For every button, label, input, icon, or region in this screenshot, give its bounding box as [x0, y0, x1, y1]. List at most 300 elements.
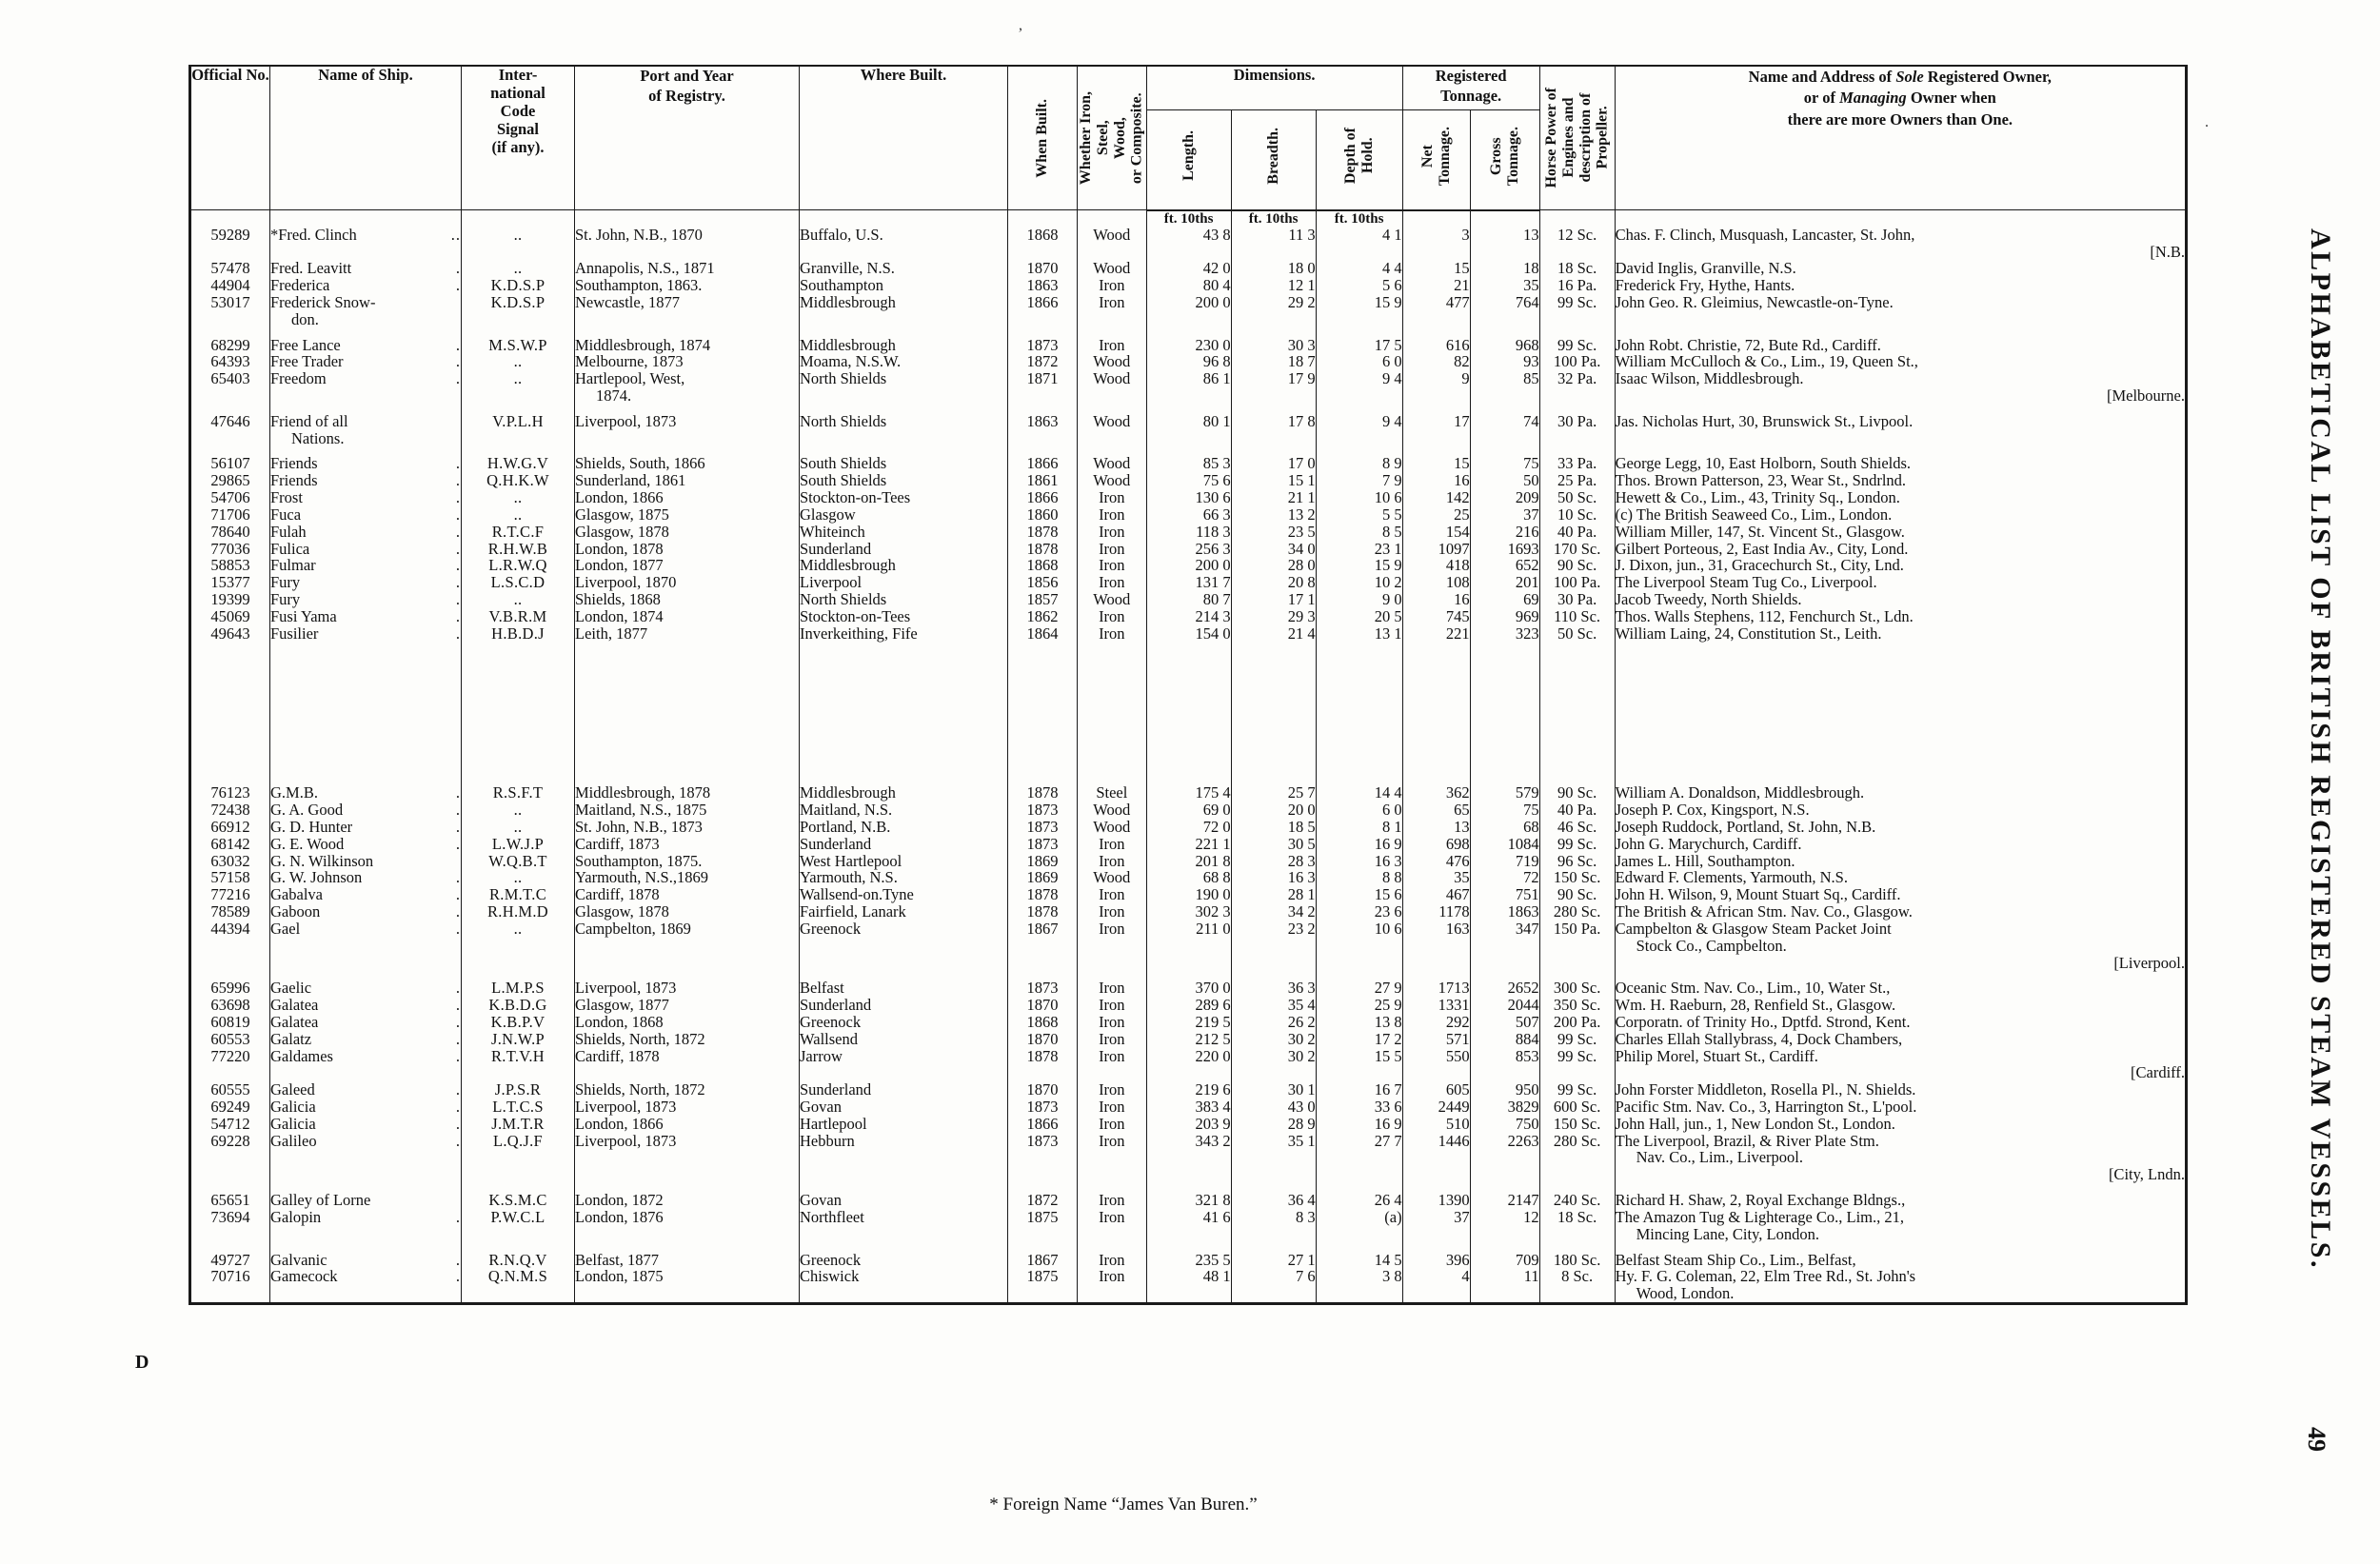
cell-where-built: North Shields [800, 370, 1008, 405]
cell-where-built: Moama, N.S.W. [800, 353, 1008, 370]
cell-length: 131 7 [1146, 574, 1231, 591]
cell-when-built: 1863 [1008, 413, 1078, 447]
cell-gross-tonnage: 93 [1470, 353, 1539, 370]
cell-horse-power: 40 Pa. [1539, 802, 1615, 819]
table-row[interactable] [191, 980, 2185, 997]
cell-horse-power: 46 Sc. [1539, 819, 1615, 836]
cell-official-no: 60555 [191, 1081, 270, 1099]
cell-port-year: Maitland, N.S., 1875 [575, 802, 800, 819]
cell-where-built: Stockton-on-Tees [800, 608, 1008, 625]
cell-material: Iron [1078, 886, 1147, 903]
table-row[interactable] [191, 1048, 2185, 1082]
cell-length: 80 4 [1146, 277, 1231, 294]
cell-port-year: Cardiff, 1878 [575, 886, 800, 903]
cell-material: Iron [1078, 277, 1147, 294]
cell-breadth: 35 4 [1231, 997, 1316, 1014]
cell-when-built: 1868 [1008, 227, 1078, 261]
cell-material: Steel [1078, 784, 1147, 802]
cell-code-signal: L.T.C.S [462, 1099, 575, 1116]
cell-where-built: Wallsend [800, 1031, 1008, 1048]
cell-depth: 23 6 [1316, 903, 1402, 921]
cell-horse-power: 50 Sc. [1539, 489, 1615, 506]
cell-horse-power: 150 Sc. [1539, 1116, 1615, 1133]
cell-length: 190 0 [1146, 886, 1231, 903]
cell-when-built: 1866 [1008, 455, 1078, 472]
cell-ship-name: Free Lance . [270, 335, 461, 354]
header-gross-tonnage: Gross Tonnage. [1470, 109, 1539, 209]
cell-length: 214 3 [1146, 608, 1231, 625]
cell-net-tonnage: 37 [1402, 1209, 1470, 1243]
cell-owner: William Miller, 147, St. Vincent St., Glasgow. [1615, 522, 1905, 541]
cell-owner: John Geo. R. Gleimius, Newcastle-on-Tyne. [1615, 292, 1894, 311]
cell-ship-name: Galicia . [270, 1098, 461, 1116]
cell-code-signal: P.W.C.L [462, 1209, 575, 1243]
cell-where-built: Middlesbrough [800, 294, 1008, 328]
cell-port-year: Shields, North, 1872 [575, 1081, 800, 1099]
cell-ship-name: Galatea . [270, 996, 461, 1015]
cell-material: Iron [1078, 337, 1147, 354]
table-row[interactable] [191, 886, 2185, 903]
cell-port-year: Southampton, 1875. [575, 853, 800, 870]
cell-breadth: 28 1 [1231, 886, 1316, 903]
cell-depth: 14 4 [1316, 784, 1402, 802]
table-row[interactable] [191, 574, 2185, 591]
cell-breadth: 23 5 [1231, 524, 1316, 541]
cell-gross-tonnage: 72 [1470, 869, 1539, 886]
cell-material: Iron [1078, 1252, 1147, 1269]
cell-net-tonnage: 221 [1402, 625, 1470, 643]
cell-official-no: 19399 [191, 591, 270, 608]
table-row[interactable] [191, 784, 2185, 802]
table-row[interactable] [191, 294, 2185, 328]
cell-when-built: 1862 [1008, 608, 1078, 625]
cell-ship-name: Galatea . [270, 1012, 461, 1031]
cell-depth: 9 4 [1316, 413, 1402, 447]
cell-material: Wood [1078, 819, 1147, 836]
header-owner: Name and Address of Sole Registered Owner, or of Managing Owner when there are more Owners than One. [1615, 67, 2185, 210]
cell-port-year: Shields, South, 1866 [575, 455, 800, 472]
cell-when-built: 1861 [1008, 472, 1078, 489]
cell-when-built: 1872 [1008, 353, 1078, 370]
cell-depth: 14 5 [1316, 1252, 1402, 1269]
cell-port-year: London, 1876 [575, 1209, 800, 1243]
cell-length: 203 9 [1146, 1116, 1231, 1133]
table-row[interactable] [191, 625, 2185, 643]
cell-net-tonnage: 142 [1402, 489, 1470, 506]
cell-code-signal: .. [462, 591, 575, 608]
cell-depth: 17 5 [1316, 337, 1402, 354]
table-row[interactable] [191, 819, 2185, 836]
running-head: ALPHABETICAL LIST OF BRITISH REGISTERED STEAM VESSELS. [2305, 228, 2336, 1270]
cell-where-built: Greenock [800, 921, 1008, 971]
cell-official-no: 58853 [191, 557, 270, 574]
cell-when-built: 1873 [1008, 836, 1078, 853]
cell-code-signal: H.B.D.J [462, 625, 575, 643]
cell-breadth: 30 1 [1231, 1081, 1316, 1099]
table-row[interactable] [191, 869, 2185, 886]
cell-breadth: 28 3 [1231, 853, 1316, 870]
cell-port-year: Sunderland, 1861 [575, 472, 800, 489]
cell-net-tonnage: 616 [1402, 337, 1470, 354]
table-row[interactable] [191, 1116, 2185, 1133]
cell-length: 43 8 [1146, 227, 1231, 261]
cell-depth: 13 1 [1316, 625, 1402, 643]
cell-port-year: Liverpool, 1873 [575, 1099, 800, 1116]
table-row[interactable] [191, 489, 2185, 506]
cell-owner: Richard H. Shaw, 2, Royal Exchange Bldngs., [1615, 1191, 1906, 1210]
table-row[interactable] [191, 260, 2185, 277]
table-row[interactable] [191, 1209, 2185, 1243]
cell-owner: John H. Wilson, 9, Mount Stuart Sq., Cardiff. [1615, 885, 1901, 904]
cell-owner: David Inglis, Granville, N.S. [1615, 259, 1796, 278]
cell-breadth: 30 2 [1231, 1031, 1316, 1048]
cell-owner: Joseph Ruddock, Portland, St. John, N.B. [1615, 818, 1876, 836]
table-row[interactable] [191, 455, 2185, 472]
table-row[interactable] [191, 370, 2185, 405]
cell-ship-name: *Fred. Clinch .. [270, 227, 462, 261]
cell-depth: 8 9 [1316, 455, 1402, 472]
table-row[interactable] [191, 506, 2185, 524]
cell-ship-name: G. N. Wilkinson [270, 853, 462, 870]
cell-ship-name: Galvanic . [270, 1250, 461, 1269]
cell-where-built: Jarrow [800, 1048, 1008, 1082]
header-code-signal: Inter- national Code Signal (if any). [462, 67, 575, 210]
cell-official-no: 57478 [191, 260, 270, 277]
cell-official-no: 47646 [191, 413, 270, 447]
cell-official-no: 60819 [191, 1014, 270, 1031]
cell-material: Iron [1078, 294, 1147, 328]
cell-material: Iron [1078, 836, 1147, 853]
cell-horse-power: 350 Sc. [1539, 997, 1615, 1014]
table-row[interactable] [191, 227, 2185, 261]
cell-owner: Campbelton & Glasgow Steam Packet Joint Stock Co., Campbelton. [Liverpool. [1615, 919, 2185, 972]
cell-code-signal: L.W.J.P [462, 836, 575, 853]
cell-horse-power: 99 Sc. [1539, 1048, 1615, 1082]
cell-gross-tonnage: 50 [1470, 472, 1539, 489]
cell-length: 230 0 [1146, 337, 1231, 354]
cell-net-tonnage: 154 [1402, 524, 1470, 541]
cell-gross-tonnage: 1084 [1470, 836, 1539, 853]
cell-horse-power: 30 Pa. [1539, 413, 1615, 447]
cell-official-no: 77220 [191, 1048, 270, 1082]
cell-code-signal: K.B.P.V [462, 1014, 575, 1031]
cell-net-tonnage: 15 [1402, 455, 1470, 472]
cell-length: 302 3 [1146, 903, 1231, 921]
cell-official-no: 60553 [191, 1031, 270, 1048]
table-row[interactable] [191, 1014, 2185, 1031]
cell-port-year: Belfast, 1877 [575, 1252, 800, 1269]
cell-where-built: North Shields [800, 591, 1008, 608]
cell-official-no: 78640 [191, 524, 270, 541]
cell-port-year: Liverpool, 1870 [575, 574, 800, 591]
cell-when-built: 1870 [1008, 260, 1078, 277]
cell-port-year: Liverpool, 1873 [575, 980, 800, 997]
cell-horse-power: 30 Pa. [1539, 591, 1615, 608]
cell-material: Wood [1078, 591, 1147, 608]
cell-horse-power: 240 Sc. [1539, 1192, 1615, 1209]
table-row[interactable] [191, 277, 2185, 294]
header-official-no: Official No. [191, 67, 270, 210]
cell-length: 80 7 [1146, 591, 1231, 608]
cell-net-tonnage: 163 [1402, 921, 1470, 971]
cell-length: 41 6 [1146, 1209, 1231, 1243]
cell-where-built: West Hartlepool [800, 853, 1008, 870]
cell-owner: Belfast Steam Ship Co., Lim., Belfast, [1615, 1250, 1856, 1269]
cell-code-signal: R.H.W.B [462, 541, 575, 558]
cell-ship-name: Fury . [270, 573, 461, 592]
cell-port-year: Shields, North, 1872 [575, 1031, 800, 1048]
cell-gross-tonnage: 216 [1470, 524, 1539, 541]
cell-length: 42 0 [1146, 260, 1231, 277]
cell-horse-power: 99 Sc. [1539, 1081, 1615, 1099]
cell-material: Iron [1078, 574, 1147, 591]
cell-code-signal: K.B.D.G [462, 997, 575, 1014]
cell-breadth: 17 0 [1231, 455, 1316, 472]
cell-depth: 5 6 [1316, 277, 1402, 294]
cell-length: 289 6 [1146, 997, 1231, 1014]
cell-official-no: 68142 [191, 836, 270, 853]
cell-breadth: 30 2 [1231, 1048, 1316, 1082]
cell-depth: 33 6 [1316, 1099, 1402, 1116]
cell-horse-power: 12 Sc. [1539, 227, 1615, 261]
cell-length: 211 0 [1146, 921, 1231, 971]
cell-code-signal: .. [462, 921, 575, 971]
cell-net-tonnage: 21 [1402, 277, 1470, 294]
cell-gross-tonnage: 85 [1470, 370, 1539, 405]
cell-horse-power: 99 Sc. [1539, 1031, 1615, 1048]
cell-net-tonnage: 16 [1402, 472, 1470, 489]
cell-code-signal: .. [462, 489, 575, 506]
cell-owner: The British & African Stm. Nav. Co., Glasgow. [1615, 902, 1913, 921]
cell-horse-power: 16 Pa. [1539, 277, 1615, 294]
cell-gross-tonnage: 18 [1470, 260, 1539, 277]
cell-port-year: Annapolis, N.S., 1871 [575, 260, 800, 277]
table-row[interactable] [191, 853, 2185, 870]
cell-material: Wood [1078, 413, 1147, 447]
cell-code-signal: .. [462, 227, 575, 261]
cell-owner: J. Dixon, jun., 31, Gracechurch St., City, Lnd. [1615, 556, 1904, 575]
cell-depth: 27 7 [1316, 1133, 1402, 1183]
table-row[interactable] [191, 1081, 2185, 1099]
cell-gross-tonnage: 764 [1470, 294, 1539, 328]
right-tick-mark: . [2205, 114, 2209, 130]
cell-owner: Charles Ellah Stallybrass, 4, Dock Chambers, [1615, 1029, 1903, 1048]
cell-gross-tonnage: 11 [1470, 1268, 1539, 1302]
cell-gross-tonnage: 69 [1470, 591, 1539, 608]
cell-depth: 27 9 [1316, 980, 1402, 997]
cell-horse-power: 96 Sc. [1539, 853, 1615, 870]
cell-when-built: 1873 [1008, 802, 1078, 819]
cell-owner: Wm. H. Raeburn, 28, Renfield St., Glasgow. [1615, 996, 1896, 1015]
cell-ship-name: Friends . [270, 471, 461, 490]
cell-material: Iron [1078, 625, 1147, 643]
cell-owner: The Amazon Tug & Lighterage Co., Lim., 21, Mincing Lane, City, London. [1615, 1207, 1905, 1243]
table-row[interactable] [191, 1268, 2185, 1302]
cell-when-built: 1875 [1008, 1268, 1078, 1302]
cell-code-signal: L.M.P.S [462, 980, 575, 997]
cell-ship-name: Galopin . [270, 1209, 462, 1243]
cell-length: 68 8 [1146, 869, 1231, 886]
cell-port-year: Glasgow, 1877 [575, 997, 800, 1014]
cell-depth: 10 6 [1316, 921, 1402, 971]
cell-gross-tonnage: 75 [1470, 455, 1539, 472]
cell-depth: 13 8 [1316, 1014, 1402, 1031]
table-row[interactable] [191, 921, 2185, 971]
cell-horse-power: 100 Pa. [1539, 353, 1615, 370]
table-row[interactable] [191, 557, 2185, 574]
cell-length: 118 3 [1146, 524, 1231, 541]
cell-official-no: 65651 [191, 1192, 270, 1209]
cell-breadth: 7 6 [1231, 1268, 1316, 1302]
table-row[interactable] [191, 802, 2185, 819]
table-row[interactable] [191, 997, 2185, 1014]
table-row[interactable] [191, 472, 2185, 489]
cell-when-built: 1868 [1008, 1014, 1078, 1031]
cell-breadth: 12 1 [1231, 277, 1316, 294]
cell-length: 154 0 [1146, 625, 1231, 643]
cell-length: 80 1 [1146, 413, 1231, 447]
cell-ship-name: G. D. Hunter . [270, 818, 461, 836]
cell-where-built: Govan [800, 1192, 1008, 1209]
cell-ship-name: Fury . [270, 589, 461, 608]
cell-owner: Joseph P. Cox, Kingsport, N.S. [1615, 801, 1810, 820]
cell-port-year: Middlesbrough, 1878 [575, 784, 800, 802]
table-row[interactable] [191, 1252, 2185, 1269]
cell-where-built: Sunderland [800, 836, 1008, 853]
cell-where-built: Sunderland [800, 997, 1008, 1014]
cell-breadth: 25 7 [1231, 784, 1316, 802]
cell-official-no: 69249 [191, 1099, 270, 1116]
cell-port-year: London, 1878 [575, 541, 800, 558]
cell-code-signal: R.T.V.H [462, 1048, 575, 1082]
cell-code-signal: L.S.C.D [462, 574, 575, 591]
table-row[interactable] [191, 608, 2185, 625]
cell-depth: 26 4 [1316, 1192, 1402, 1209]
cell-ship-name: Galeed . [270, 1080, 461, 1099]
table-row[interactable] [191, 353, 2185, 370]
cell-when-built: 1864 [1008, 625, 1078, 643]
cell-owner: Frederick Fry, Hythe, Hants. [1615, 276, 1795, 295]
cell-material: Wood [1078, 353, 1147, 370]
cell-code-signal: L.R.W.Q [462, 557, 575, 574]
cell-where-built: Middlesbrough [800, 784, 1008, 802]
cell-code-signal: R.S.F.T [462, 784, 575, 802]
cell-length: 219 5 [1146, 1014, 1231, 1031]
cell-port-year: Yarmouth, N.S.,1869 [575, 869, 800, 886]
cell-owner: Philip Morel, Stuart St., Cardiff. [Cardiff. [1615, 1046, 2185, 1082]
cell-depth: (a) [1316, 1209, 1402, 1243]
cell-when-built: 1867 [1008, 921, 1078, 971]
cell-owner: Pacific Stm. Nav. Co., 3, Harrington St., L'pool. [1615, 1098, 1917, 1116]
cell-net-tonnage: 25 [1402, 506, 1470, 524]
cell-length: 66 3 [1146, 506, 1231, 524]
cell-where-built: Liverpool [800, 574, 1008, 591]
cell-code-signal: V.P.L.H [462, 413, 575, 447]
cell-gross-tonnage: 68 [1470, 819, 1539, 836]
cell-when-built: 1863 [1008, 277, 1078, 294]
table-row[interactable] [191, 1031, 2185, 1048]
header-material: Whether Iron, Steel, Wood, or Composite. [1078, 67, 1147, 210]
cell-official-no: 15377 [191, 574, 270, 591]
cell-gross-tonnage: 74 [1470, 413, 1539, 447]
cell-material: Wood [1078, 455, 1147, 472]
cell-ship-name: Gaboon . [270, 902, 461, 921]
cell-official-no: 70716 [191, 1268, 270, 1302]
cell-where-built: Southampton [800, 277, 1008, 294]
cell-horse-power: 100 Pa. [1539, 574, 1615, 591]
cell-length: 220 0 [1146, 1048, 1231, 1082]
cell-length: 219 6 [1146, 1081, 1231, 1099]
cell-material: Iron [1078, 1031, 1147, 1048]
cell-where-built: Glasgow [800, 506, 1008, 524]
cell-material: Iron [1078, 1099, 1147, 1116]
cell-breadth: 29 3 [1231, 608, 1316, 625]
cell-gross-tonnage: 969 [1470, 608, 1539, 625]
cell-length: 85 3 [1146, 455, 1231, 472]
cell-depth: 16 9 [1316, 836, 1402, 853]
cell-official-no: 71706 [191, 506, 270, 524]
cell-ship-name: Free Trader . [270, 352, 461, 371]
cell-official-no: 45069 [191, 608, 270, 625]
table-row[interactable] [191, 541, 2185, 558]
cell-code-signal: J.M.T.R [462, 1116, 575, 1133]
cell-when-built: 1856 [1008, 574, 1078, 591]
cell-net-tonnage: 3 [1402, 227, 1470, 261]
cell-net-tonnage: 1178 [1402, 903, 1470, 921]
cell-code-signal: M.S.W.P [462, 337, 575, 354]
cell-net-tonnage: 1331 [1402, 997, 1470, 1014]
cell-net-tonnage: 13 [1402, 819, 1470, 836]
cell-depth: 25 9 [1316, 997, 1402, 1014]
cell-code-signal: R.N.Q.V [462, 1252, 575, 1269]
cell-where-built: Buffalo, U.S. [800, 227, 1008, 261]
cell-breadth: 30 5 [1231, 836, 1316, 853]
cell-where-built: Greenock [800, 1014, 1008, 1031]
table-row[interactable] [191, 413, 2185, 447]
cell-depth: 20 5 [1316, 608, 1402, 625]
table-row[interactable] [191, 1099, 2185, 1116]
cell-when-built: 1869 [1008, 869, 1078, 886]
cell-breadth: 8 3 [1231, 1209, 1316, 1243]
header-breadth: Breadth. [1231, 109, 1316, 209]
table-row[interactable] [191, 1192, 2185, 1209]
cell-official-no: 49727 [191, 1252, 270, 1269]
cell-ship-name: Freedom . [270, 370, 462, 405]
cell-official-no: 77036 [191, 541, 270, 558]
table-row[interactable] [191, 1133, 2185, 1183]
cell-owner: Hy. F. G. Coleman, 22, Elm Tree Rd., St. John's Wood, London. [1615, 1267, 1916, 1303]
cell-port-year: London, 1874 [575, 608, 800, 625]
table-row[interactable] [191, 524, 2185, 541]
cell-port-year: St. John, N.B., 1870 [575, 227, 800, 261]
cell-owner: George Legg, 10, East Holborn, South Shields. [1615, 454, 1912, 473]
cell-breadth: 16 3 [1231, 869, 1316, 886]
cell-code-signal: K.D.S.P [462, 277, 575, 294]
cell-horse-power: 50 Sc. [1539, 625, 1615, 643]
cell-length: 383 4 [1146, 1099, 1231, 1116]
table-row[interactable] [191, 836, 2185, 853]
table-row[interactable] [191, 903, 2185, 921]
table-row[interactable] [191, 337, 2185, 354]
cell-breadth: 20 0 [1231, 802, 1316, 819]
cell-horse-power: 300 Sc. [1539, 980, 1615, 997]
table-row[interactable] [191, 591, 2185, 608]
cell-net-tonnage: 292 [1402, 1014, 1470, 1031]
cell-length: 321 8 [1146, 1192, 1231, 1209]
cell-breadth: 21 1 [1231, 489, 1316, 506]
cell-horse-power: 8 Sc. [1539, 1268, 1615, 1302]
cell-gross-tonnage: 719 [1470, 853, 1539, 870]
